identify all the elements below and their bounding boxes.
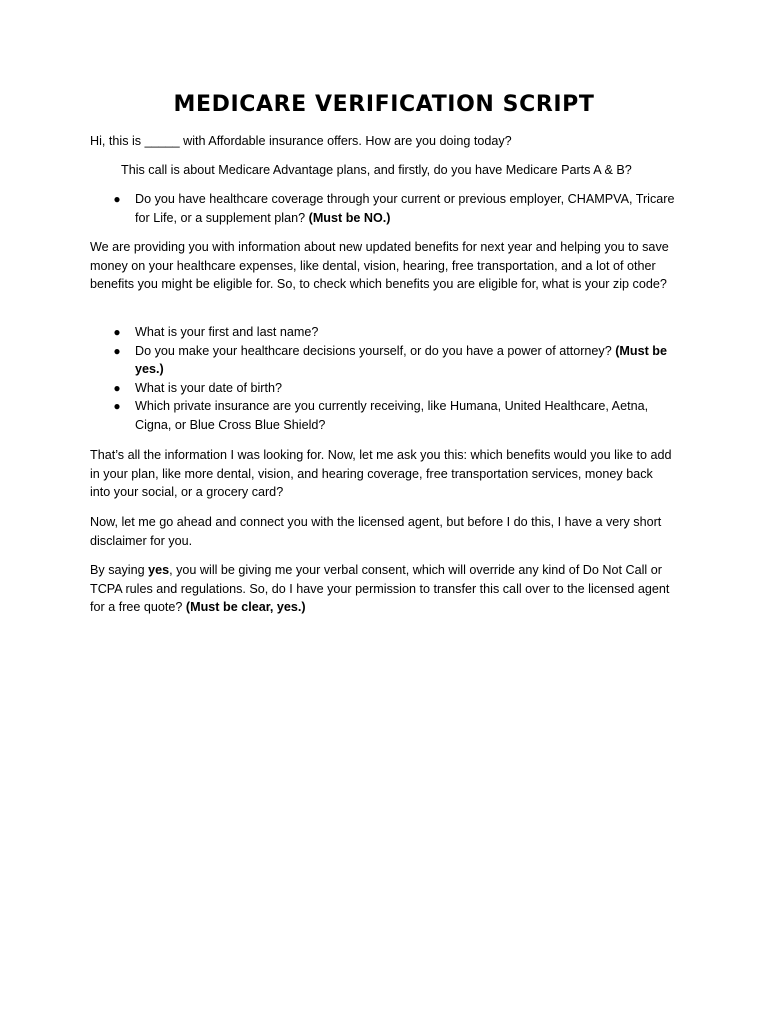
insurance-question: Which private insurance are you currently receiving, like Humana, United Healthcare, Aetna, Cigna, or Blue Cross Blue Shield? — [135, 399, 649, 432]
document-title: MEDICARE VERIFICATION SCRIPT — [173, 92, 595, 117]
consent-body: , you will be giving me your verbal consent, which will override any kind of Do Not Call or TCPA rules and regulations. So, do I have your permission to transfer this call over to the licensed agent for a free quote? — [90, 563, 670, 615]
bullet-icon: ● — [113, 399, 121, 414]
coverage-question: Do you have healthcare coverage through your current or previous employer, CHAMPVA, Tricare for Life, or a supplement plan? — [135, 192, 675, 225]
benefits-paragraph: We are providing you with information about new updated benefits for next year and helping you to save money on your healthcare expenses, like dental, vision, hearing, free transportation, and a lot of other benefits you might be eligible for. So, to check which benefits you are eligible for, what is your zip code? — [90, 240, 669, 292]
list-item — [90, 342, 675, 379]
bullet-icon: ● — [113, 343, 121, 358]
consent-note: (Must be clear, yes.) — [185, 600, 306, 615]
list-item — [90, 397, 675, 434]
bullet-icon: ● — [113, 380, 121, 395]
coverage-note: (Must be NO.) — [308, 210, 391, 225]
coverage-bullet-list — [90, 190, 675, 227]
consent-paragraph — [90, 561, 675, 617]
decision-note: (Must be yes.) — [135, 343, 668, 377]
bullet-icon: ● — [113, 325, 121, 339]
bullet-icon: ● — [113, 192, 121, 206]
list-item — [90, 323, 675, 342]
name-question: What is your first and last name? — [135, 325, 319, 339]
medicare-parts-question: This call is about Medicare Advantage plans, and firstly, do you have Medicare Parts A & B? — [121, 163, 632, 177]
list-item — [90, 379, 675, 398]
intro-line: Hi, this is _____ with Affordable insurance offers. How are you doing today? — [90, 134, 512, 148]
list-item — [90, 190, 675, 227]
birthdate-question: What is your date of birth? — [135, 380, 282, 395]
connect-paragraph: Now, let me go ahead and connect you with the licensed agent, but before I do this, I have a very short disclaimer for you. — [90, 515, 662, 548]
info-bullet-list — [90, 323, 675, 435]
information-paragraph: That’s all the information I was looking for. Now, let me ask you this: which benefits would you like to add in your plan, like more dental, vision, and hearing coverage, free transportation services, money back into your social, or a grocery card? — [90, 448, 672, 500]
decision-question: Do you make your healthcare decisions yourself, or do you have a power of attorney? — [135, 343, 612, 358]
consent-keyword: yes — [148, 563, 170, 577]
consent-prefix: By saying — [90, 563, 149, 577]
